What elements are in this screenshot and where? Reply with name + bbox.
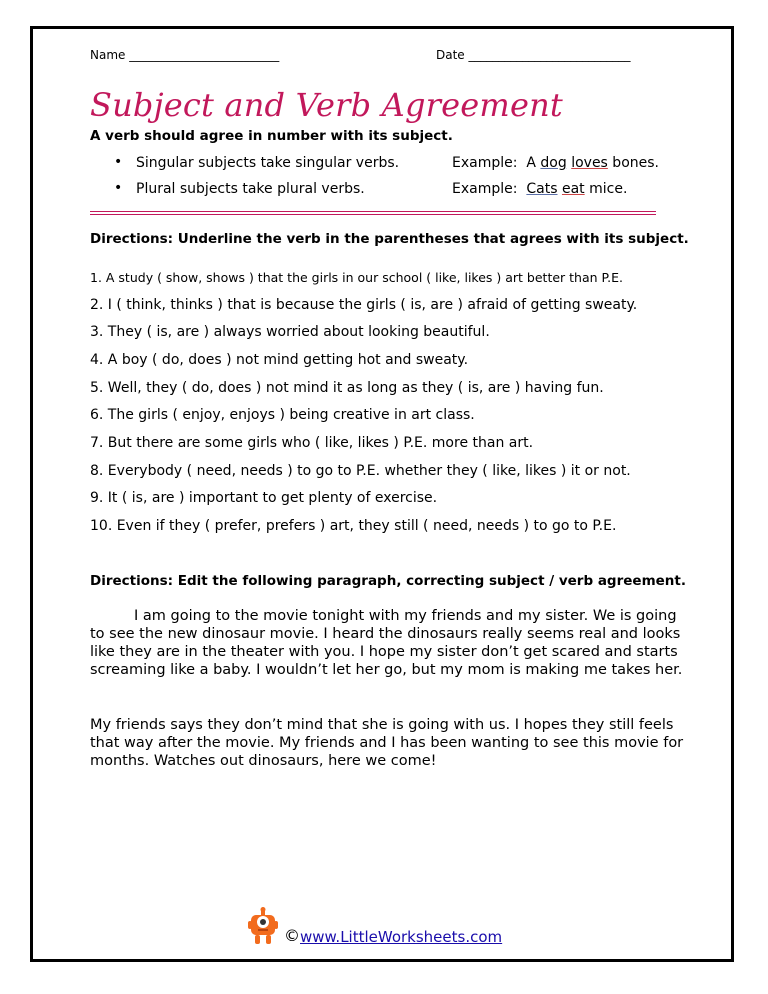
bullet-singular-text: Singular subjects take singular verbs. xyxy=(136,155,400,171)
directions-underline: Directions: Underline the verb in the parentheses that agrees with its subject. xyxy=(90,231,689,247)
example-post: bones. xyxy=(607,155,659,171)
exercise-item: 6. The girls ( enjoy, enjoys ) being creative in art class. xyxy=(90,407,475,423)
example-verb: eat xyxy=(561,181,585,197)
exercise-item: 1. A study ( show, shows ) that the girls in our school ( like, likes ) art better than P.E. xyxy=(90,270,623,285)
page-title: Subject and Verb Agreement xyxy=(90,86,563,124)
example-pre: A xyxy=(526,155,541,171)
copyright-symbol: © xyxy=(284,926,300,945)
website-link[interactable]: www.LittleWorksheets.com xyxy=(300,928,503,946)
edit-paragraph-1: I am going to the movie tonight with my friends and my sister. We is going to see the new dinosaur movie. I heard the dinosaurs really seems real and looks like they are in the theater with you. I hope my sister don’t get scared and starts screaming like a baby. I wouldn’t let her go, but my mom is making me takes her. xyxy=(90,608,683,678)
exercise-item: 10. Even if they ( prefer, prefers ) art, they still ( need, needs ) to go to P.E. xyxy=(90,518,617,534)
example-label: Example: xyxy=(452,181,518,197)
exercise-item: 3. They ( is, are ) always worried about looking beautiful. xyxy=(90,324,490,340)
example-label: Example: xyxy=(452,155,518,171)
agreement-rule: A verb should agree in number with its subject. xyxy=(90,128,453,144)
exercise-item: 5. Well, they ( do, does ) not mind it as long as they ( is, are ) having fun. xyxy=(90,380,604,396)
exercise-item: 4. A boy ( do, does ) not mind getting hot and sweaty. xyxy=(90,352,469,368)
divider-line xyxy=(90,211,656,212)
bullet-plural-text: Plural subjects take plural verbs. xyxy=(136,181,365,197)
example-subject: dog xyxy=(540,155,567,171)
example-verb: loves xyxy=(571,155,608,171)
name-field-label: Name _________________________ xyxy=(90,48,280,62)
example-singular xyxy=(452,155,659,171)
date-field-label: Date ___________________________ xyxy=(436,48,631,62)
example-post: mice. xyxy=(584,181,628,197)
edit-paragraph-2: My friends says they don’t mind that she is going with us. I hopes they still feels that way after the movie. My friends and I has been wanting to see this movie for months. Watches out dinosaurs, here we come! xyxy=(90,717,684,769)
divider-line xyxy=(90,214,656,215)
exercise-item: 8. Everybody ( need, needs ) to go to P.E. whether they ( like, likes ) it or not. xyxy=(90,463,631,479)
bullet-dot-icon: • xyxy=(114,180,123,196)
bullet-dot-icon: • xyxy=(114,154,123,170)
exercise-item: 7. But there are some girls who ( like, likes ) P.E. more than art. xyxy=(90,435,534,451)
example-subject: Cats xyxy=(526,181,558,197)
robot-mascot-icon xyxy=(248,907,278,945)
exercise-item: 9. It ( is, are ) important to get plenty of exercise. xyxy=(90,490,438,506)
directions-edit: Directions: Edit the following paragraph, correcting subject / verb agreement. xyxy=(90,573,686,589)
example-plural xyxy=(452,181,627,197)
exercise-item: 2. I ( think, thinks ) that is because the girls ( is, are ) afraid of getting sweaty. xyxy=(90,297,638,313)
